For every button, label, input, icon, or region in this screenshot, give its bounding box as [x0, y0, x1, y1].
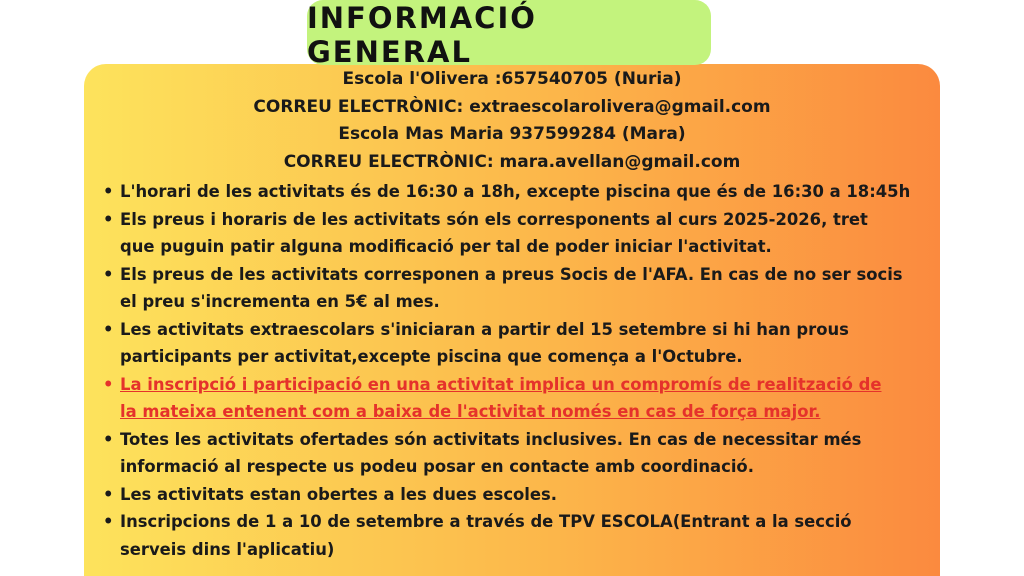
contact-olivera-email: CORREU ELECTRÒNIC: extraescolarolivera@gmail.com — [253, 96, 771, 117]
bullet-icon: • — [103, 512, 114, 531]
bullet-icon: • — [103, 182, 114, 201]
bullet-commitment: • La inscripció i participació en una activitat implica un compromís de realització de la mateixa entenent com a baixa de l'activitat només en cas de força major. — [100, 371, 940, 426]
bullet-icon: • — [103, 374, 114, 394]
bullet-member-prices: • Els preus de les activitats corresponen a preus Socis de l'AFA. En cas de no ser socis el preu s'incrementa en 5€ al mes. — [100, 261, 940, 316]
bullet-open-schools: • Les activitats estan obertes a les dues escoles. — [100, 481, 940, 509]
contact-masmaria-email: CORREU ELECTRÒNIC: mara.avellan@gmail.com — [283, 151, 741, 172]
contact-block — [84, 66, 940, 176]
bullet-icon: • — [103, 429, 114, 449]
bullet-inclusive: • Totes les activitats ofertades són activitats inclusives. En cas de necessitar més informació al respecte us podeu posar en contacte amb coordinació. — [100, 426, 940, 481]
bullet-icon: • — [103, 209, 114, 229]
bullet-schedule: • L'horari de les activitats és de 16:30 a 18h, excepte piscina que és de 16:30 a 18:45h — [100, 178, 940, 206]
bullet-icon: • — [103, 264, 114, 284]
bullet-registration: • Inscripcions de 1 a 10 de setembre a través de TPV ESCOLA(Entrant a la secció serveis dins l'aplicatiu) — [100, 508, 940, 563]
bullet-start-date: • Les activitats extraescolars s'iniciaran a partir del 15 setembre si hi han prous participants per activitat,excepte piscina que comença a l'Octubre. — [100, 316, 940, 371]
bullet-icon: • — [103, 319, 114, 339]
info-bullet-list — [100, 178, 940, 563]
bullet-prices-schedule: • Els preus i horaris de les activitats són els corresponents al curs 2025-2026, tret que puguin patir alguna modificació per tal de poder iniciar l'activitat. — [100, 206, 940, 261]
page-title: INFORMACIÓ GENERAL — [307, 0, 537, 69]
contact-olivera-phone: Escola l'Olivera :657540705 (Nuria) — [342, 69, 682, 89]
contact-masmaria-phone: Escola Mas Maria 937599284 (Mara) — [338, 124, 686, 144]
bullet-icon: • — [103, 484, 114, 504]
title-banner — [307, 0, 711, 69]
